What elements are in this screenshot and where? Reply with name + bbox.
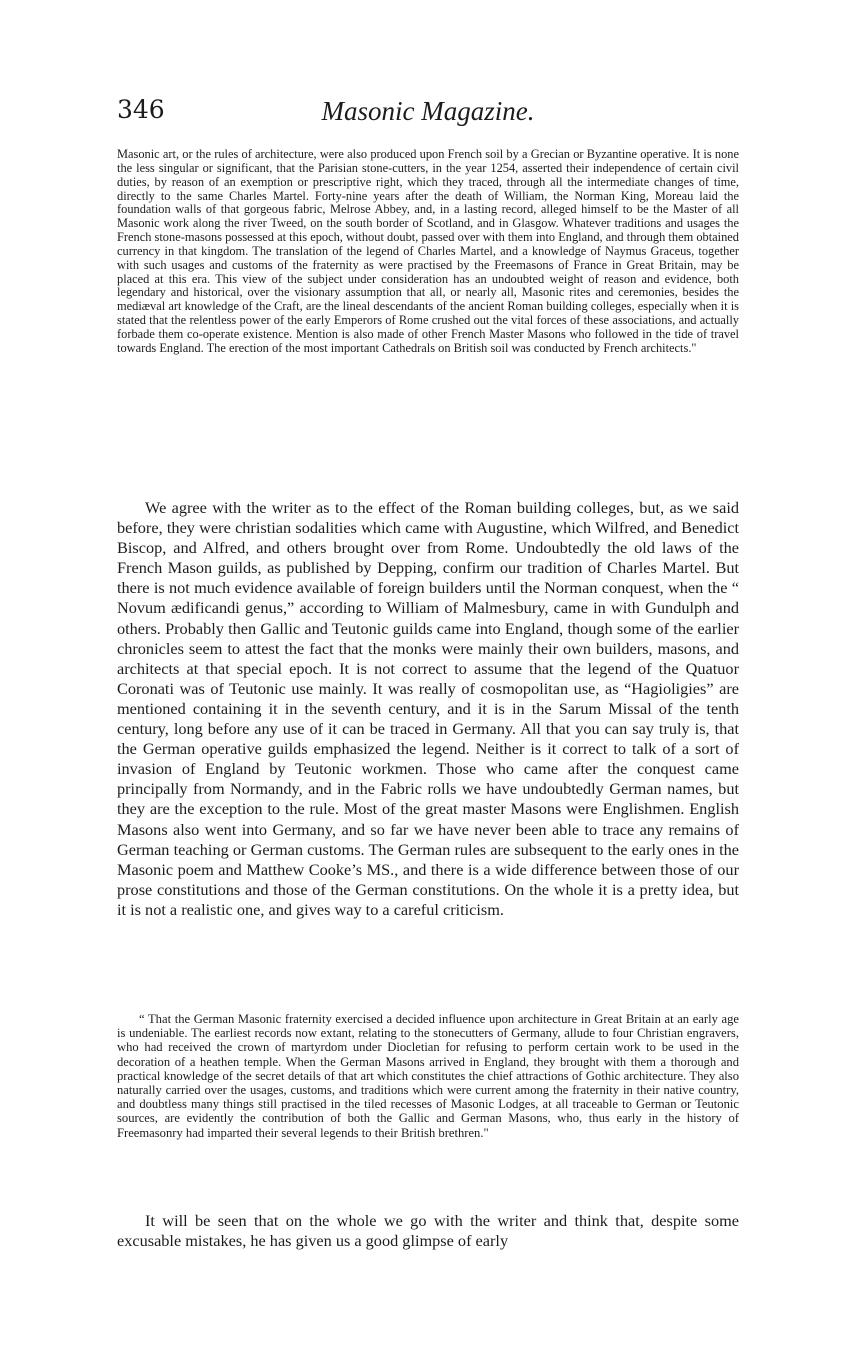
block-quotation — [117, 1012, 739, 1140]
quotation-text: “ That the German Masonic fraternity exercised a decided influence upon architecture in Great Britain at an early age is undeniable. The earliest records now extant, relating to the stonecutters of Germany, allude to four Christian engravers, who had received the crown of martyrdom under Diocletian for refusing to perform certain work to be used in the decoration of a heathen temple. When the German Masons arrived in England, they brought with them a thorough and practical knowledge of the secret details of that art which constitutes the chief attractions of Gothic architecture. They also naturally carried over the usages, customs, and traditions which were current among the fraternity in their native country, and doubtless many things still practised in the tiled recesses of Masonic Lodges, at all traceable to German or Teutonic sources, are evidently the contribution of both the Gallic and German Masons, who, thus early in the history of Freemasonry had imparted their several legends to their British brethren." — [117, 1012, 739, 1140]
paragraph-text: We agree with the writer as to the effect of the Roman building colleges, but, as we said before, they were christian sodalities which came with Augustine, which Wilfred, and Benedict Biscop, and Alfred, and others brought over from Rome. Undoubtedly the old laws of the French Mason guilds, as published by Depping, confirm our tradition of Charles Martel. But there is not much evidence available of foreign builders until the Norman conquest, when the “ Novum ædificandi genus,” according to William of Malmesbury, came in with Gundulph and others. Probably then Gallic and Teutonic guilds came into England, though some of the earlier chronicles seem to attest the fact that the monks were mainly their own builders, masons, and architects at that special epoch. It is not correct to assume that the legend of the Quatuor Coronati was of Teutonic use mainly. It was really of cosmopolitan use, as “Hagioligies” are mentioned containing it in the seventh century, and it is in the Sarum Missal of the tenth century, long before any use of it can be traced in Germany. All that you can say truly is, that the German operative guilds emphasized the legend. Neither is it correct to talk of a sort of invasion of England by Teutonic workmen. Those who came after the conquest came principally from Normandy, and in the Fabric rolls we have undoubtedly German names, but they are the exception to the rule. Most of the great master Masons were Englishmen. English Masons also went into Germany, and so far we have never been able to trace any remains of German teaching or German customs. The German rules are subsequent to the early ones in the Masonic poem and Matthew Cooke’s MS., and there is a wide difference between those of our prose constitutions and those of the German constitutions. On the whole it is a pretty idea, but it is not a realistic one, and gives way to a careful criticism. — [117, 498, 739, 919]
running-title: Masonic Magazine. — [321, 96, 535, 126]
body-paragraph-2 — [117, 1211, 739, 1251]
continued-quotation: Masonic art, or the rules of architecture, were also produced upon French soil by a Grecian or Byzantine operative. It is none the less singular or significant, that the Parisian stone-cutters, in the year 1254, asserted their independence of certain civil duties, by reason of an exemption or prescriptive right, which they traced, through all the intermediate changes of time, directly to the same Charles Martel. Forty-nine years after the death of William, the Norman King, Moreau laid the foundation walls of that gorgeous fabric, Melrose Abbey, and, in a lasting record, alleged himself to be the Master of all Masonic work along the river Tweed, on the south border of Scotland, and in Glasgow. Whatever traditions and usages the French stone-masons possessed at this epoch, without doubt, passed over with them into England, and through them obtained currency in that kingdom. The translation of the legend of Charles Martel, and a knowledge of Naymus Graceus, together with such usages and customs of the fraternity as were practised by the Freemasons of France in Great Britain, may be placed at this era. This view of the subject under consideration has an undoubted weight of reason and evidence, both legendary and historical, over the visionary assumption that all, or nearly all, Masonic rites and ceremonies, besides the mediæval art knowledge of the Craft, are the lineal descendants of the ancient Roman building colleges, especially when it is stated that the relentless power of the early Emperors of Rome crushed out the vital forces of these associations, and actually forbade them co-operate existence. Mention is also made of other French Master Masons who followed in the tide of travel towards England. The erection of the most important Cathedrals on British soil was conducted by French architects." — [117, 147, 739, 355]
body-paragraph-1 — [117, 498, 739, 920]
page-number: 346 — [117, 95, 165, 124]
paragraph-text: It will be seen that on the whole we go with the writer and think that, despite some excusable mistakes, he has given us a good glimpse of early — [117, 1211, 739, 1251]
